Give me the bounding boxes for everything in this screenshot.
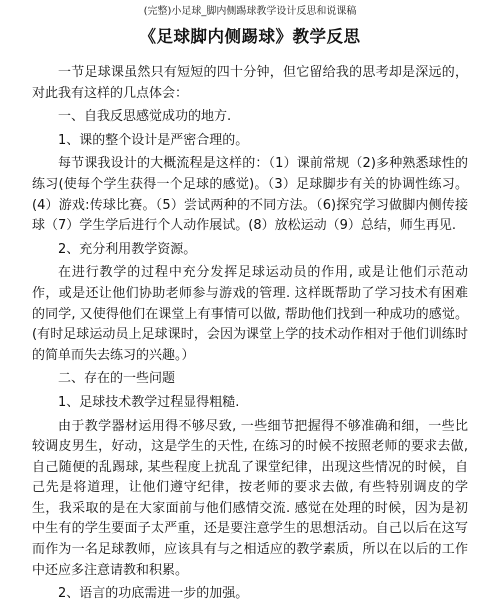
document-header: (完整)小足球_脚内侧踢球教学设计反思和说课稿 (143, 6, 357, 17)
document-title: 《足球脚内侧踢球》教学反思 (139, 27, 361, 46)
document-body (32, 63, 468, 605)
paragraph-lesson-flow: 每节课我设计的大概流程是这样的：（1）课前常规（2)多种熟悉球性的练习(使每个学生获得一个足球的感觉)。（3）足球脚步有关的协调性练习。(4）游戏:传球比赛。（5）尝试两种的不同方法。（6)探究学习做脚内侧传接球（7）学生学后进行个人动作展试。(8）放松运动（9）总结，师生再见. (32, 156, 468, 234)
paragraph-intro: 一节足球课虽然只有短短的四十分钟，但它留给我的思考却是深远的，对此我有这样的几点体会： (32, 65, 468, 101)
subsection-heading-2-1: 1、足球技术教学过程显得粗糙. (58, 394, 240, 410)
subsection-heading-1-2: 2、充分利用教学资源。 (58, 241, 197, 257)
paragraph-problems: 由于教学器材运用得不够尽致, 一些细节把握得不够准确和细，一些比较调皮男生，好动，这是学生的天性, 在练习的时候不按照老师的要求去做, 自己随便的乱踢球, 某些程度上扰乱了课堂纪律，出现这些情况的时候，自己先是将道理，让他们遵守纪律，按老师的要求去做, 有些特别调皮的学生，我采取的是在大家面前与他们感情交流. 感觉在处理的时候，因为是初中生有的学生要面子太严重，还是要注意学生的思想活动。自己以后在这写而作为一名足球教师，应该具有与之相适应的教学素质，所以在以后的工作中还应多注意请教和积累。 (32, 418, 468, 578)
section-heading-1: 一、自我反思感觉成功的地方. (58, 109, 232, 125)
subsection-heading-2-2: 2、语言的功底需进一步的加强。 (58, 586, 249, 602)
section-heading-2: 二、存在的一些问题 (58, 371, 176, 387)
document-page (0, 5, 500, 602)
subsection-heading-1-1: 1、课的整个设计是严密合理的。 (58, 132, 249, 148)
paragraph-resources: 在进行教学的过程中充分发挥足球运动员的作用, 或是让他们示范动作，或是还让他们协助老师参与游戏的管理. 这样既帮助了学习技术有困难的同学, 又使得他们在课堂上有事情可以做, 帮助他们找到一种成功的感觉。(有时足球运动员上足球课时，会因为课堂上学的技术动作相对于他们训练时的简单而失去练习的兴趣。） (32, 265, 468, 363)
